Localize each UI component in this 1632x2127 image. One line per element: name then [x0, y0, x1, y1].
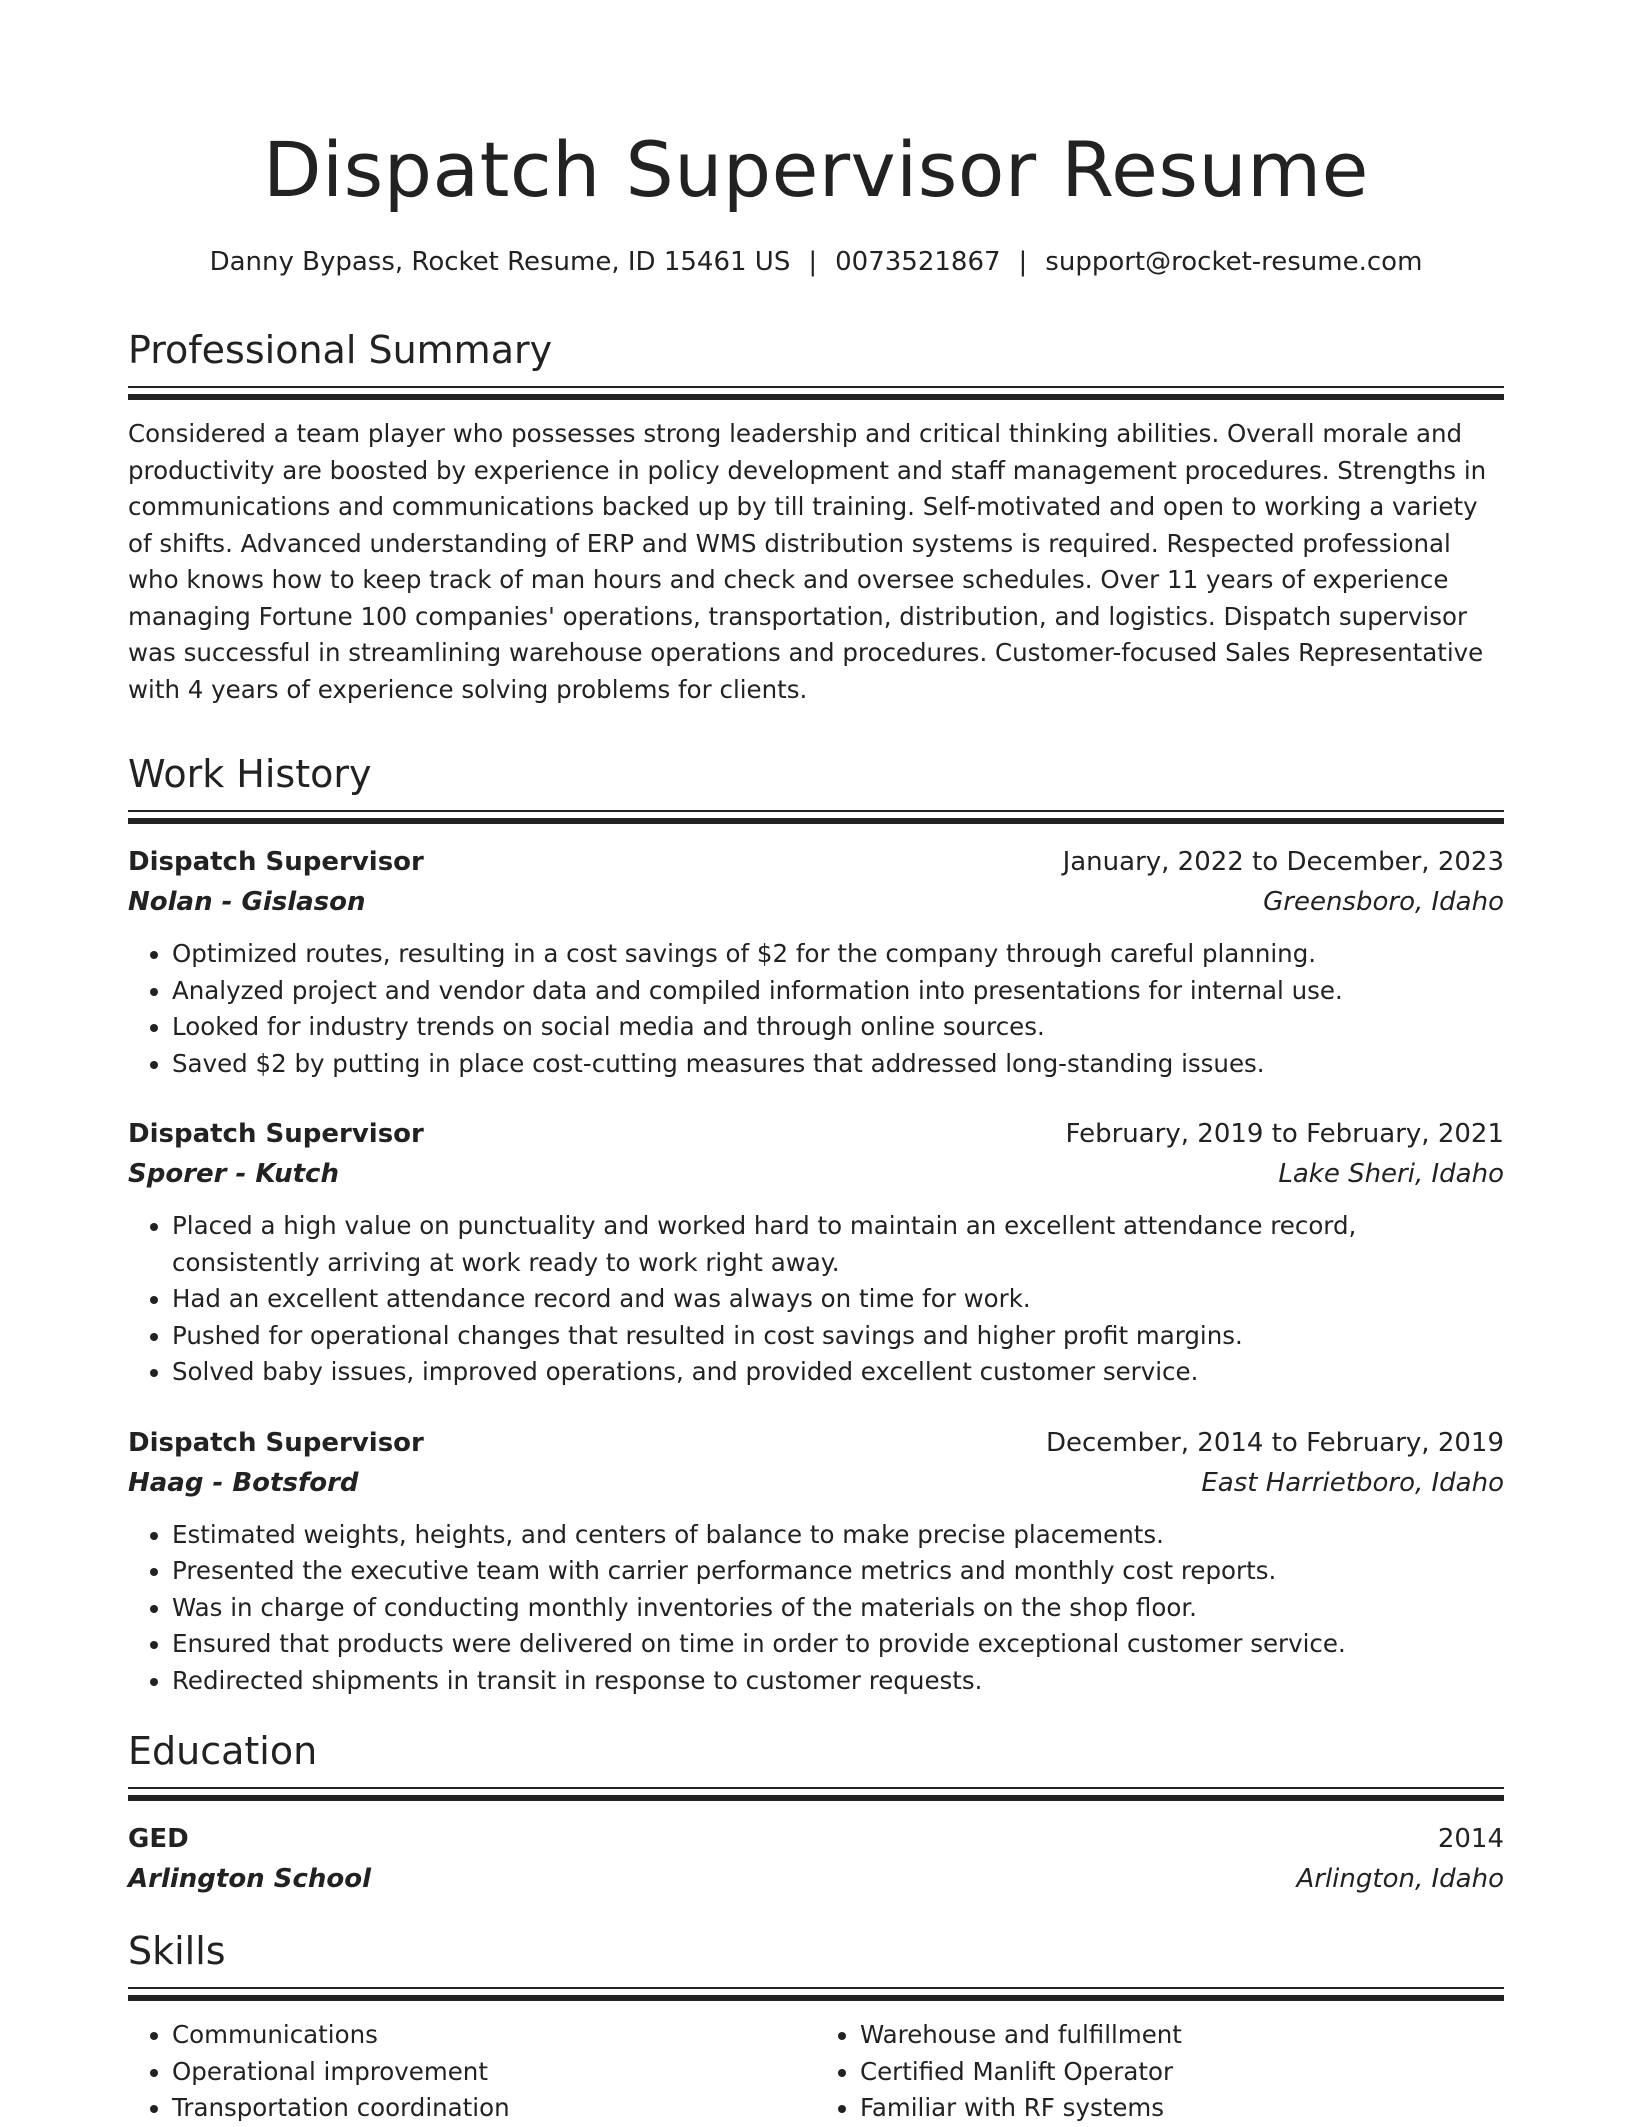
contact-separator: |	[1018, 247, 1028, 277]
list-item: • Pushed for operational changes that resulted in cost savings and higher profit margins.	[172, 1318, 1504, 1355]
resume-page	[128, 0, 1504, 2127]
job-entry	[128, 1114, 1504, 1391]
work-history-section	[128, 750, 1504, 1699]
skill-item: • Transportation coordination	[172, 2090, 816, 2127]
skills-section	[128, 1927, 1504, 2127]
job-bullets	[128, 1208, 1504, 1391]
job-bullets	[128, 1517, 1504, 1700]
job-bullets	[128, 936, 1504, 1082]
contact-separator: |	[808, 247, 818, 277]
list-item: • Analyzed project and vendor data and compiled information into presentations for internal use.	[172, 973, 1504, 1010]
skills-column-left	[128, 2017, 816, 2127]
job-role: Dispatch Supervisor	[128, 847, 424, 877]
section-divider	[128, 1787, 1504, 1801]
list-item: • Redirected shipments in transit in response to customer requests.	[172, 1663, 1504, 1700]
summary-section	[128, 326, 1504, 708]
job-role: Dispatch Supervisor	[128, 1119, 424, 1149]
job-role: Dispatch Supervisor	[128, 1427, 424, 1458]
list-item: • Optimized routes, resulting in a cost savings of $2 for the company through careful planning.	[172, 936, 1504, 973]
list-item: • Looked for industry trends on social media and through online sources.	[172, 1009, 1504, 1046]
education-section	[128, 1727, 1504, 1899]
job-location: Lake Sheri, Idaho	[1278, 1159, 1504, 1189]
job-entry	[128, 842, 1504, 1082]
list-item: • Estimated weights, heights, and centers of balance to make precise placements.	[172, 1517, 1504, 1554]
section-heading: Education	[128, 1729, 318, 1773]
skill-item: • Familiar with RF systems	[860, 2090, 1504, 2127]
job-dates: February, 2019 to February, 2021	[1065, 1119, 1504, 1149]
section-divider	[128, 386, 1504, 400]
job-dates: January, 2022 to December, 2023	[1062, 847, 1504, 877]
skill-item: • Warehouse and fulfillment	[860, 2017, 1504, 2054]
list-item: • Was in charge of conducting monthly inventories of the materials on the shop floor.	[172, 1590, 1504, 1627]
skill-item: • Certified Manlift Operator	[860, 2054, 1504, 2091]
job-company: Haag - Botsford	[128, 1467, 359, 1498]
job-entry	[128, 1423, 1504, 1700]
section-divider	[128, 1987, 1504, 2001]
list-item: • Placed a high value on punctuality and worked hard to maintain an excellent attendance record, consistently arriving at work ready to work right away.	[172, 1208, 1504, 1281]
job-company: Sporer - Kutch	[128, 1159, 339, 1189]
list-item: • Saved $2 by putting in place cost-cutting measures that addressed long-standing issues.	[172, 1046, 1504, 1083]
job-location: Greensboro, Idaho	[1263, 887, 1504, 917]
section-divider	[128, 810, 1504, 824]
education-location: Arlington, Idaho	[1296, 1864, 1504, 1894]
skills-column-right	[816, 2017, 1504, 2127]
skill-item: • Communications	[172, 2017, 816, 2054]
job-location: East Harrietboro, Idaho	[1201, 1467, 1504, 1498]
list-item: • Solved baby issues, improved operations, and provided excellent customer service.	[172, 1354, 1504, 1391]
job-company: Nolan - Gislason	[128, 887, 366, 917]
skill-item: • Operational improvement	[172, 2054, 816, 2091]
list-item: • Ensured that products were delivered on time in order to provide exceptional customer service.	[172, 1626, 1504, 1663]
list-item: • Had an excellent attendance record and was always on time for work.	[172, 1281, 1504, 1318]
summary-text: Considered a team player who possesses strong leadership and critical thinking abilities. Overall morale and productivity are boosted by experience in policy development and staff management procedures. Strengths in communications and communications backed up by till training. Self-motivated and open to working a variety of shifts. Advanced understanding of ERP and WMS distribution systems is required. Respected professional who knows how to keep track of man hours and check and oversee schedules. Over 11 years of experience managing Fortune 100 companies' operations, transportation, distribution, and logistics. Dispatch supervisor was successful in streamlining warehouse operations and procedures. Customer-focused Sales Representative with 4 years of experience solving problems for clients.	[128, 419, 1487, 704]
contact-phone: 0073521867	[835, 247, 1001, 277]
section-heading: Work History	[128, 752, 372, 796]
contact-email: support@rocket-resume.com	[1045, 247, 1423, 277]
education-entry	[128, 1819, 1504, 1899]
education-degree: GED	[128, 1824, 189, 1854]
resume-title: Dispatch Supervisor Resume	[263, 125, 1369, 214]
contact-line	[128, 244, 1504, 280]
section-heading: Skills	[128, 1929, 226, 1973]
education-school: Arlington School	[128, 1864, 372, 1894]
job-dates: December, 2014 to February, 2019	[1045, 1427, 1504, 1458]
education-year: 2014	[1437, 1824, 1504, 1854]
skills-list	[128, 2017, 1504, 2127]
section-heading: Professional Summary	[128, 328, 553, 372]
list-item: • Presented the executive team with carrier performance metrics and monthly cost reports.	[172, 1553, 1504, 1590]
contact-address: Danny Bypass, Rocket Resume, ID 15461 US	[209, 247, 791, 277]
